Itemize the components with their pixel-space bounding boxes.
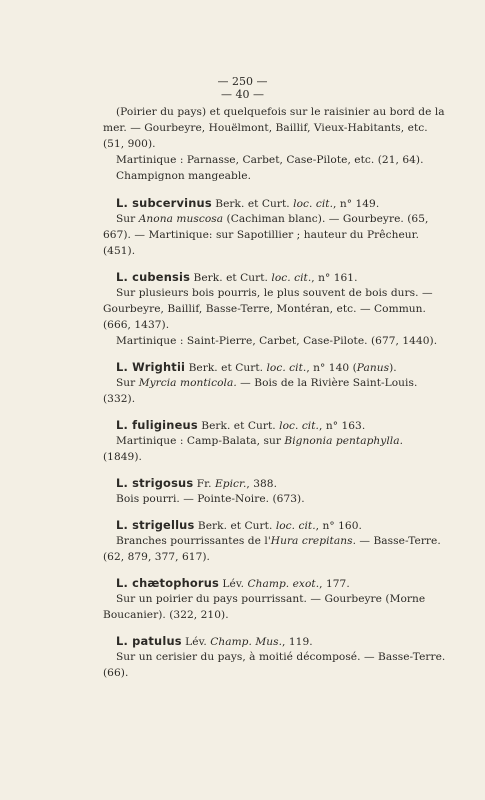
- text-line: [103, 121, 485, 135]
- page-number-bottom: — 40 —: [221, 88, 264, 101]
- text-line: [116, 576, 485, 591]
- text-segment: , 119.: [282, 636, 313, 648]
- text-line: [103, 137, 485, 151]
- text-line: [103, 302, 485, 316]
- text-line: [116, 376, 485, 390]
- text-line: [116, 105, 485, 119]
- text-segment: Sur plusieurs bois pourris, le plus souvent de bois durs. —: [116, 287, 433, 299]
- text-line: [116, 634, 485, 649]
- species-name: L. strigosus: [116, 476, 194, 490]
- text-segment: , n° 140 (: [306, 362, 357, 374]
- text-segment: (332).: [103, 393, 136, 405]
- text-line: [116, 592, 485, 606]
- text-segment: Berk. et Curt.: [211, 198, 294, 210]
- text-segment: , 388.: [246, 478, 277, 490]
- text-segment: Lév.: [219, 578, 248, 590]
- italic-reference: loc. cit.: [275, 520, 316, 532]
- text-line: [116, 169, 485, 183]
- italic-reference: Hura crepitans: [270, 535, 353, 547]
- italic-reference: Epicr.: [214, 478, 247, 490]
- text-segment: (51, 900).: [103, 138, 156, 150]
- text-line: [103, 608, 485, 622]
- text-segment: Sur un poirier du pays pourrissant. — Gourbeyre (Morne: [116, 593, 426, 605]
- italic-reference: loc. cit.: [279, 420, 319, 432]
- text-segment: Sur un cerisier du pays, à moitié décomposé. — Basse-Terre.: [116, 651, 446, 663]
- text-segment: — Bois de la Rivière Saint-Louis.: [236, 377, 418, 389]
- italic-reference: loc. cit.: [293, 198, 333, 210]
- text-segment: (62, 879, 377, 617).: [103, 551, 210, 563]
- species-name: L. chætophorus: [116, 576, 220, 590]
- text-segment: Berk. et Curt.: [194, 520, 276, 532]
- species-name: L. subcervinus: [116, 196, 212, 210]
- species-name: L. Wrightii: [116, 360, 186, 374]
- text-segment: Lév.: [181, 636, 211, 648]
- italic-reference: Champ. exot.: [247, 578, 320, 590]
- text-segment: Gourbeyre, Baillif, Basse-Terre, Montéran, etc. — Commun.: [103, 303, 426, 315]
- text-segment: , n° 149.: [333, 198, 380, 210]
- text-segment: Berk. et Curt.: [190, 272, 272, 284]
- text-line: [116, 286, 485, 300]
- text-segment: (1849).: [103, 451, 142, 463]
- text-segment: 667). — Martinique: sur Sapotillier ; hauteur du Prêcheur.: [103, 229, 420, 241]
- italic-reference: loc. cit.: [271, 272, 312, 284]
- text-segment: Boucanier). (322, 210).: [103, 609, 229, 621]
- text-segment: (Poirier du pays) et quelquefois sur le raisinier au bord de la: [116, 106, 445, 118]
- text-segment: , n° 161.: [311, 272, 358, 284]
- text-segment: (666, 1437).: [103, 319, 170, 331]
- italic-reference: Anona muscosa: [138, 213, 224, 225]
- italic-reference: Panus: [356, 362, 390, 374]
- text-line: [116, 650, 485, 664]
- text-segment: Berk. et Curt.: [185, 362, 267, 374]
- text-line: [116, 476, 485, 491]
- text-segment: (451).: [103, 245, 136, 257]
- text-line: [116, 153, 485, 167]
- text-line: [103, 392, 485, 406]
- species-name: L. patulus: [116, 634, 182, 648]
- species-name: L. strigellus: [116, 518, 195, 532]
- text-segment: Martinique : Parnasse, Carbet, Case-Pilote, etc. (21, 64).: [116, 154, 424, 166]
- text-segment: Fr.: [193, 478, 215, 490]
- text-line: [103, 228, 485, 242]
- text-line: [103, 318, 485, 332]
- text-segment: Bois pourri. — Pointe-Noire. (673).: [116, 493, 305, 505]
- text-segment: , n° 160.: [315, 520, 362, 532]
- text-line: [116, 518, 485, 533]
- text-line: [116, 492, 485, 506]
- text-line: [116, 212, 485, 226]
- text-line: [116, 418, 485, 433]
- text-line: [103, 450, 485, 464]
- text-line: [103, 550, 485, 564]
- text-line: [116, 196, 485, 211]
- text-segment: , 177.: [319, 578, 350, 590]
- page-number-top: — 250 —: [217, 75, 268, 88]
- text-line: [116, 360, 485, 375]
- text-segment: .: [399, 435, 404, 447]
- species-name: L. fuligineus: [116, 418, 198, 432]
- text-segment: Sur: [116, 213, 139, 225]
- text-segment: . — Basse-Terre.: [352, 535, 441, 547]
- text-segment: Berk. et Curt.: [197, 420, 280, 432]
- italic-reference: Champ. Mus.: [210, 636, 283, 648]
- text-segment: Martinique : Camp-Balata, sur: [116, 435, 285, 447]
- species-name: L. cubensis: [116, 270, 191, 284]
- text-line: [116, 534, 485, 548]
- italic-reference: loc. cit.: [266, 362, 307, 374]
- text-segment: mer. — Gourbeyre, Houëlmont, Baillif, Vieux-Habitants, etc.: [103, 122, 428, 134]
- text-line: [116, 434, 485, 448]
- text-line: [103, 244, 485, 258]
- text-line: [116, 334, 485, 348]
- italic-reference: Bignonia pentaphylla: [284, 435, 400, 447]
- italic-reference: Myrcia monticola.: [138, 377, 237, 389]
- text-segment: , n° 163.: [318, 420, 366, 432]
- text-line: [116, 270, 485, 285]
- text-segment: Branches pourrissantes de l': [116, 535, 271, 547]
- text-segment: (Cachiman blanc). — Gourbeyre. (65,: [223, 213, 429, 225]
- text-segment: Martinique : Saint-Pierre, Carbet, Case-Pilote. (677, 1440).: [116, 335, 438, 347]
- text-segment: Sur: [116, 377, 139, 389]
- text-segment: (66).: [103, 667, 129, 679]
- text-segment: Champignon mangeable.: [116, 170, 252, 182]
- text-segment: ).: [389, 362, 397, 374]
- text-line: [103, 666, 485, 680]
